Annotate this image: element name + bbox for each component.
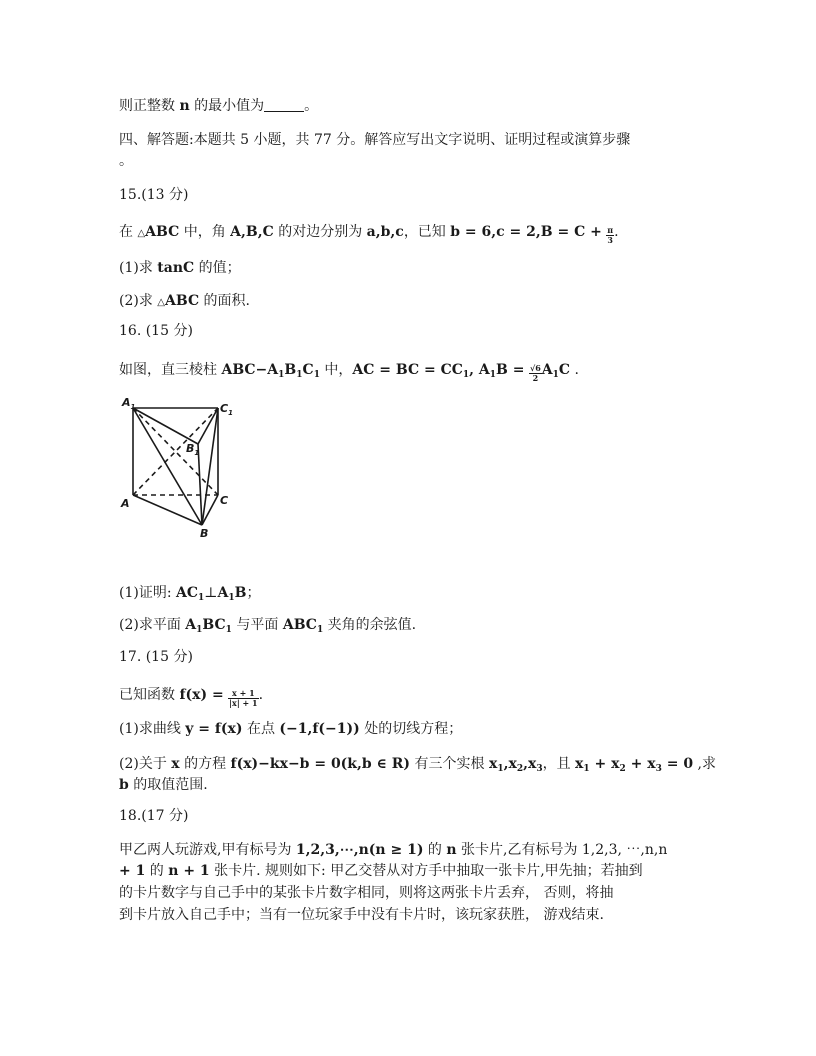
section-heading-tail: 。 — [119, 153, 133, 169]
question-15-heading: 15.(13 分) — [119, 187, 189, 203]
text: 的最小值为 — [189, 98, 265, 114]
question-18-line-1: 甲乙两人玩游戏,甲有标号为 1,2,3,⋯,n(n ≥ 1) 的 n 张卡片,乙有标号为 1,2,3, ⋯,n,n — [119, 842, 668, 858]
label-A: A — [121, 497, 130, 510]
edge-AB — [133, 495, 202, 525]
question-17-part-2: (2)关于 x 的方程 f(x)−kx−b = 0(k,b ∈ R) 有三个实根 $x_1,x_2,x_3$，且 $x_1 + x_2 + x_3 = 0$ ,求 — [119, 756, 716, 774]
text: 则正整数 — [119, 98, 180, 114]
segment-C1B — [202, 408, 218, 525]
label-C1: $C_1$ — [220, 402, 233, 417]
question-16-part-1: (1)证明: $AC_1\perp A_1B$； — [119, 585, 261, 603]
question-18-heading: 18.(17 分) — [119, 808, 189, 824]
label-A1: $A_1$ — [122, 396, 136, 411]
question-18-line-4: 到卡片放入自己手中；当有一位玩家手中没有卡片时，该玩家获胜， 游戏结束. — [119, 907, 604, 923]
math-n: n — [179, 98, 190, 114]
fraction-sqrt6-over-2: $\frac{√6}{2}$ — [529, 363, 541, 383]
question-17-part-2-cont: b 的取值范围. — [119, 777, 208, 793]
text: 。 — [304, 98, 319, 114]
question-18-line-2: + 1 的 n + 1 张卡片. 规则如下: 甲乙交替从对方手中抽取一张卡片,甲先抽；若抽到 — [119, 863, 643, 879]
question-16-part-2: (2)求平面 $A_1BC_1$ 与平面 $ABC_1$ 夹角的余弦值. — [119, 617, 417, 635]
question-15-part-1: (1)求 tanC 的值； — [119, 260, 241, 276]
question-15-part-2: (2)求 △ABC 的面积. — [119, 293, 250, 309]
fill-in-line — [119, 96, 318, 116]
perpendicular-symbol: ⊥ — [204, 585, 218, 601]
label-B: B — [200, 527, 209, 540]
fraction-pi-over-3: $\frac{\pi}{3}$ — [607, 225, 614, 245]
answer-blank — [264, 97, 304, 112]
segment-A1B — [133, 408, 202, 525]
question-17-heading: 17. (15 分) — [119, 649, 193, 665]
question-17-statement: 已知函数 f(x) = $\frac{x + 1}{|x| + 1}$ . — [119, 687, 264, 708]
label-B1: $B_1$ — [186, 442, 200, 457]
question-18-line-3: 的卡片数字与自己手中的某张卡片数字相同，则将这两张卡片丢弃， 否则，将抽 — [119, 885, 614, 901]
question-16-heading: 16. (15 分) — [119, 323, 193, 339]
section-heading: 四、解答题:本题共 5 小题，共 77 分。解答应写出文字说明、证明过程或演算步骤 — [119, 132, 631, 148]
prism-figure — [118, 392, 238, 540]
question-17-part-1: (1)求曲线 y = f(x) 在点 (−1,f(−1)) 处的切线方程； — [119, 721, 463, 737]
label-C: C — [220, 494, 229, 507]
question-16-statement: 如图，直三棱柱 $ABC-A_1B_1C_1$ 中，AC = BC = $CC_1$, $A_1B$ = $\frac{√6}{2}$ $A_1C$ . — [119, 362, 579, 383]
triangle-symbol: △ — [137, 228, 146, 239]
question-15-statement: 在 △ABC 中，角 A,B,C 的对边分别为 a,b,c，已知 b = 6,c = 2,B = C + $\frac{\pi}{3}$ . — [119, 224, 619, 245]
fraction-function: $\frac{x + 1}{|x| + 1}$ — [229, 688, 258, 708]
